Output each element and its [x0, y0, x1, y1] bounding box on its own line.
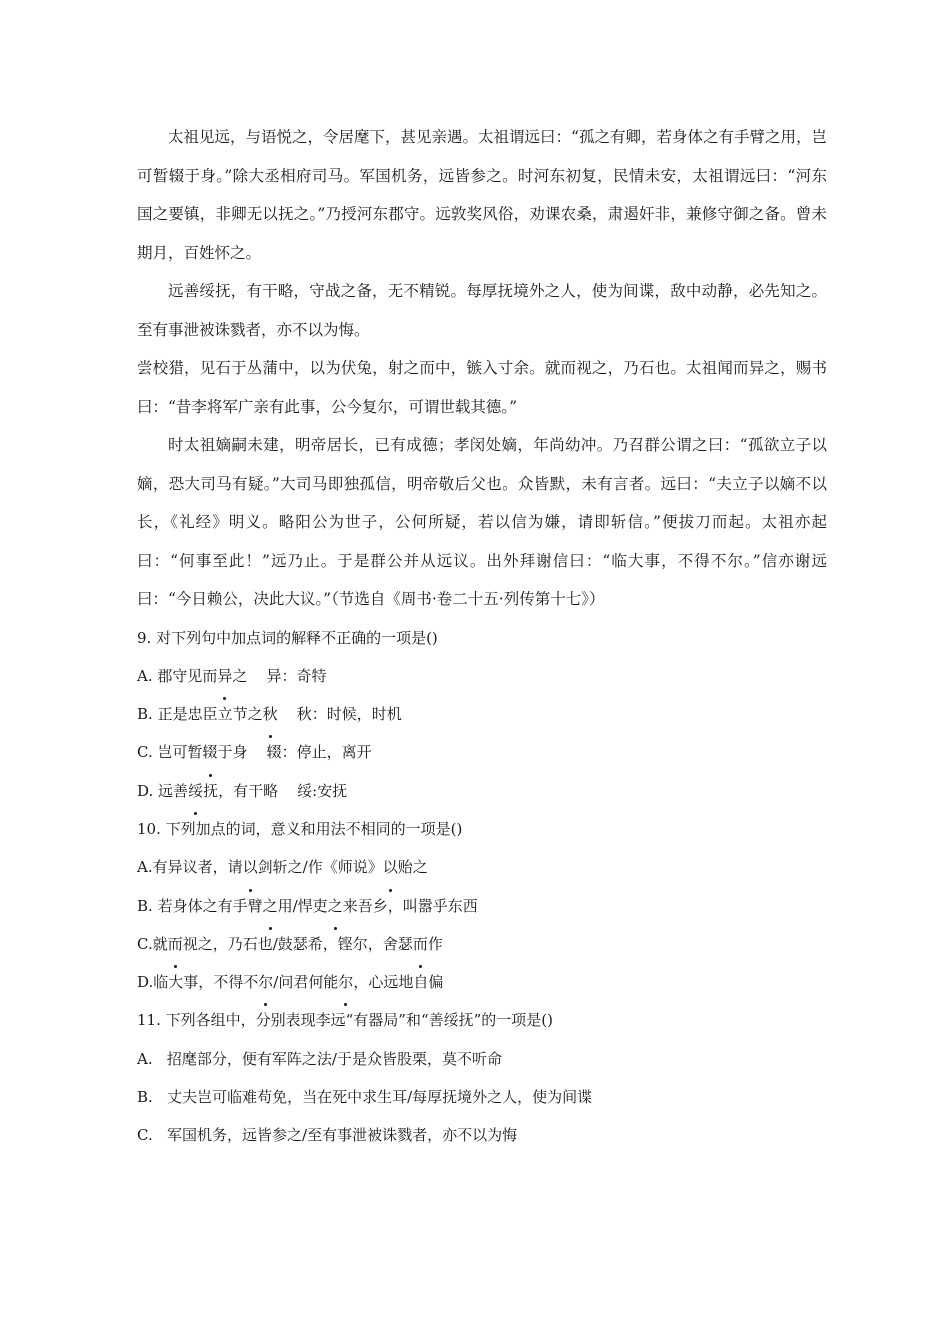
option-text: 用/悍吏	[277, 896, 328, 915]
question-10-option-b	[137, 887, 827, 925]
dotted-word: 以	[243, 848, 258, 886]
dotted-word: 而	[413, 925, 428, 963]
option-gloss: 秋：时候，时机	[296, 705, 402, 724]
option-label: B.	[137, 1088, 153, 1107]
dotted-word: 而	[168, 925, 183, 963]
option-text: 岂可暂	[157, 743, 203, 762]
option-text: 招麾部分，便有军阵之法/于是众皆股栗，莫不听命	[166, 1049, 502, 1068]
question-10	[137, 810, 827, 1001]
question-10-option-a	[137, 848, 827, 886]
option-label: C.	[137, 743, 153, 762]
question-9	[137, 619, 827, 810]
dotted-word: 绥	[188, 772, 203, 810]
question-11-stem: 11. 下列各组中，分别表现李远“有器局”和“善绥抚”的一项是()	[137, 1011, 554, 1030]
question-9-option-c	[137, 733, 827, 771]
question-10-option-c	[137, 925, 827, 963]
option-label: A.	[137, 1049, 153, 1068]
option-text: 抚，有干略	[203, 781, 279, 800]
dotted-word: 尔	[258, 963, 273, 1001]
dotted-word: 异	[217, 657, 232, 695]
option-label: C.	[137, 934, 153, 953]
option-text: 视之，乃石也/鼓瑟希，铿尔，舍瑟	[182, 934, 413, 953]
option-text: 军国机务，远皆参之/至有事泄被诛戮者，亦不以为悔	[167, 1126, 518, 1145]
dotted-word: 以	[383, 848, 398, 886]
question-10-option-d	[137, 963, 827, 1001]
option-text: 剑斩之/作《师说》	[257, 858, 383, 877]
option-text: /问君何能	[273, 973, 339, 992]
option-text: 临大事，不得不	[153, 973, 259, 992]
option-text: 若身体之有手臂	[157, 896, 263, 915]
passage-paragraph-4: 时太祖嫡嗣未建，明帝居长，已有成德；孝闵处嫡，年尚幼冲。乃召群公谓之曰：“孤欲立子以嫡，恐大司马有疑。”大司马即独孤信，明帝敬后父也。众皆默，未有言者。远曰：“夫立子以嫡不以长，《礼经》明义。略阳公为世子，公何所疑，若以信为嫌，请即斩信。”便拔刀而起。太祖亦起曰：“何事至此！”远乃止。于是群公并从远议。出外拜谢信曰：“临大事，不得不尔。”信亦谢远曰：“今日赖公，决此大议。”（节选自《周书·卷二十五·列传第十七》）	[137, 436, 827, 608]
option-text: 作	[427, 934, 443, 953]
passage-paragraph-1: 太祖见远，与语悦之，令居麾下，甚见亲遇。太祖谓远曰：“孤之有卿，若身体之有手臂之用，岂可暂辍于身。”除大丞相府司马。军国机务，远皆参之。时河东初复，民情未安，太祖谓远曰：“河东国之要镇，非卿无以抚之。”乃授河东郡守。远敦奖风俗，劝课农桑，肃遏奸非，兼修守御之备。曾未期月，百姓怀之。	[137, 128, 827, 262]
option-gloss: 辍：停止，离开	[266, 743, 372, 762]
option-text: ，心远地自偏	[353, 973, 444, 992]
dotted-word: 秋	[263, 695, 278, 733]
option-text: 正是忠臣立节之	[157, 705, 263, 724]
option-gloss: 异：奇特	[266, 666, 327, 685]
question-10-stem: 10. 下列加点的词，意义和用法不相同的一项是()	[137, 819, 463, 838]
option-label: A.	[137, 858, 153, 877]
dotted-word: 尔	[338, 963, 353, 1001]
option-label: A.	[137, 666, 153, 685]
option-text: 郡守见而	[157, 666, 218, 685]
question-9-option-b	[137, 695, 827, 733]
dotted-word: 辍	[203, 733, 218, 771]
option-text: 之	[232, 666, 248, 685]
option-label: C.	[137, 1126, 153, 1145]
document-page	[137, 118, 827, 1155]
option-label: D.	[137, 973, 154, 992]
question-11	[137, 1001, 827, 1154]
passage-paragraph-2: 远善绥抚，有干略，守战之备，无不精锐。每厚抚境外之人，使为间谍，敌中动静，必先知之。至有事泄被诛戮者，亦不以为悔。	[137, 282, 827, 339]
dotted-word: 之	[328, 887, 343, 925]
option-text: 有异议者，请	[152, 858, 243, 877]
option-gloss: 绥:安抚	[297, 781, 348, 800]
option-label: D.	[137, 781, 154, 800]
question-9-stem: 9. 对下列句中加点词的解释不正确的一项是()	[137, 628, 438, 647]
question-9-option-a	[137, 657, 827, 695]
option-text: 远善	[158, 781, 189, 800]
passage-paragraph-3: 尝校猎，见石于丛蒲中，以为伏兔，射之而中，镞入寸余。就而视之，乃石也。太祖闻而异之，赐书曰：“昔李将军广亲有此事，公今复尔，可谓世载其德。”	[137, 359, 827, 416]
question-11-option-c	[137, 1116, 827, 1154]
option-text: 贻之	[397, 858, 428, 877]
question-11-option-a	[137, 1040, 827, 1078]
option-text: 于身	[217, 743, 248, 762]
dotted-word: 之	[263, 887, 278, 925]
option-text: 丈夫岂可临难苟免，当在死中求生耳/每厚抚境外之人，使为间谍	[167, 1088, 593, 1107]
option-label: B.	[137, 705, 153, 724]
question-11-option-b	[137, 1078, 827, 1116]
option-text: 就	[152, 934, 168, 953]
option-label: B.	[137, 896, 153, 915]
question-9-option-d	[137, 772, 827, 810]
option-text: 来吾乡，叫嚣乎东西	[342, 896, 478, 915]
